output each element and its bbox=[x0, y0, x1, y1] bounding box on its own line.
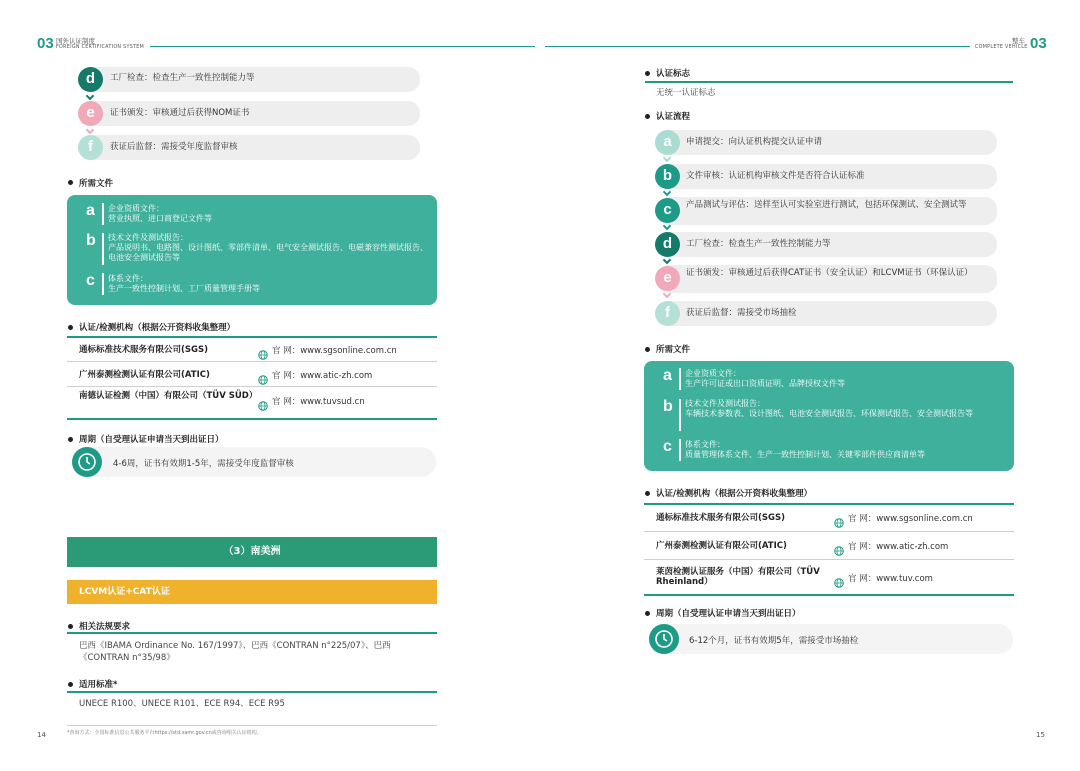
step-text: 工厂检查：检查生产一致性控制能力等 bbox=[686, 239, 831, 249]
right-period-title: 周期（自受理认证申请当天到出证日） bbox=[656, 609, 801, 619]
doc-item-body: 产品说明书、电路图、设计图纸、零部件清单、电气安全测试报告、电磁兼容性测试报告、电池安全测试报告等 bbox=[108, 243, 428, 262]
header-left-rule bbox=[150, 46, 535, 47]
org-website-link[interactable]: 官 网：www.sgsonline.com.cn bbox=[848, 514, 973, 524]
globe-icon bbox=[834, 513, 844, 523]
header-left-number: 03 bbox=[37, 35, 54, 52]
region-banner: （3）南美洲 bbox=[67, 537, 437, 567]
reg-title: 相关法规要求 bbox=[79, 622, 131, 632]
org-website-link[interactable]: 官 网：www.atic-zh.com bbox=[848, 542, 949, 552]
org-website-link[interactable]: 官 网：www.tuv.com bbox=[848, 574, 933, 584]
bullet-icon bbox=[68, 624, 73, 629]
globe-icon bbox=[258, 345, 268, 355]
step-text: 获证后监督：需接受年度监督审核 bbox=[110, 142, 238, 152]
bullet-icon bbox=[68, 437, 73, 442]
chevron-down-icon bbox=[663, 154, 671, 162]
clock-icon bbox=[649, 624, 679, 654]
step-letter-d: d bbox=[655, 232, 680, 257]
doc-item-body: 生产一致性控制计划、工厂质量管理手册等 bbox=[108, 284, 260, 293]
step-letter-a: a bbox=[655, 130, 680, 155]
bullet-icon bbox=[645, 491, 650, 496]
org-name: 通标标准技术服务有限公司(SGS) bbox=[656, 513, 785, 523]
doc-item-body: 车辆技术参数表、设计图纸、电池安全测试报告、环保测试报告、安全测试报告等 bbox=[685, 409, 973, 418]
header-right-en: COMPLETE VEHICLE bbox=[975, 45, 1028, 50]
globe-icon bbox=[834, 573, 844, 583]
doc-item-body: 营业执照、进口商登记文件等 bbox=[108, 214, 212, 223]
doc-item-title: 企业资质文件： bbox=[685, 369, 741, 378]
left-period-text: 4-6周，证书有效期1-5年，需接受年度监督审核 bbox=[113, 459, 294, 469]
left-orgs-title: 认证/检测机构（根据公开资料收集整理） bbox=[79, 323, 236, 333]
page-number-right: 15 bbox=[1036, 731, 1045, 739]
doc-letter: a bbox=[86, 202, 95, 219]
doc-letter: a bbox=[663, 367, 672, 384]
doc-letter: b bbox=[663, 398, 673, 415]
doc-letter: c bbox=[663, 438, 672, 455]
right-docs-box bbox=[644, 361, 1014, 471]
doc-item-title: 技术文件及测试报告： bbox=[685, 399, 765, 408]
doc-item-title: 体系文件： bbox=[108, 274, 148, 283]
cert-banner: LCVM认证+CAT认证 bbox=[67, 580, 437, 604]
org-website-link[interactable]: 官 网：www.tuvsud.cn bbox=[272, 397, 365, 407]
doc-item-title: 体系文件： bbox=[685, 440, 725, 449]
header-right-cn: 整车 bbox=[1012, 37, 1025, 45]
doc-item-title: 企业资质文件： bbox=[108, 204, 164, 213]
step-text: 文件审核：认证机构审核文件是否符合认证标准 bbox=[686, 171, 865, 181]
globe-icon bbox=[258, 370, 268, 380]
bullet-icon bbox=[645, 71, 650, 76]
page-number-left: 14 bbox=[37, 731, 46, 739]
bullet-icon bbox=[645, 611, 650, 616]
right-orgs-title: 认证/检测机构（根据公开资料收集整理） bbox=[656, 489, 813, 499]
step-letter-f: f bbox=[78, 135, 103, 160]
right-period-text: 6-12个月，证书有效期5年，需接受市场抽检 bbox=[689, 636, 859, 646]
right-docs-title: 所需文件 bbox=[656, 345, 691, 355]
bullet-icon bbox=[645, 347, 650, 352]
bullet-icon bbox=[68, 682, 73, 687]
doc-letter: c bbox=[86, 272, 95, 289]
org-name: 南德认证检测（中国）有限公司（TÜV SÜD） bbox=[79, 391, 258, 401]
std-title: 适用标准* bbox=[79, 680, 118, 690]
left-docs-title: 所需文件 bbox=[79, 179, 114, 189]
bullet-icon bbox=[645, 114, 650, 119]
clock-icon bbox=[72, 447, 102, 477]
org-name: 广州泰测检测认证有限公司(ATIC) bbox=[79, 370, 210, 380]
step-letter-c: c bbox=[655, 198, 680, 223]
org-name: 广州泰测检测认证有限公司(ATIC) bbox=[656, 541, 787, 551]
org-website-link[interactable]: 官 网：www.sgsonline.com.cn bbox=[272, 346, 397, 356]
reg-text: 巴西《IBAMA Ordinance No. 167/1997》、巴西《CONTRAN n°225/07》、巴西《CONTRAN n°35/98》 bbox=[79, 641, 391, 663]
header-left-cn: 国外认证制度 bbox=[56, 37, 95, 45]
header-right-number: 03 bbox=[1030, 35, 1047, 52]
doc-item-body: 生产许可证或出口资质证明、品牌授权文件等 bbox=[685, 379, 845, 388]
left-docs-box bbox=[67, 195, 437, 305]
org-website-link[interactable]: 官 网：www.atic-zh.com bbox=[272, 371, 373, 381]
doc-item-body: 质量管理体系文件、生产一致性控制计划、关键零部件供应商清单等 bbox=[685, 450, 925, 459]
step-text: 获证后监督：需接受市场抽检 bbox=[686, 308, 797, 318]
step-letter-b: b bbox=[655, 164, 680, 189]
chevron-down-icon bbox=[86, 126, 94, 134]
step-letter-e: e bbox=[655, 266, 680, 291]
chevron-down-icon bbox=[663, 256, 671, 264]
step-text: 证书颁发：审核通过后获得CAT证书（安全认证）和LCVM证书（环保认证） bbox=[686, 268, 973, 278]
org-name: 莱茵检测认证服务（中国）有限公司（TÜV Rheinland） bbox=[656, 567, 820, 587]
step-text: 工厂检查：检查生产一致性控制能力等 bbox=[110, 73, 255, 83]
doc-letter: b bbox=[86, 232, 96, 249]
globe-icon bbox=[834, 541, 844, 551]
chevron-down-icon bbox=[86, 92, 94, 100]
globe-icon bbox=[258, 396, 268, 406]
chevron-down-icon bbox=[663, 188, 671, 196]
doc-item-title: 技术文件及测试报告： bbox=[108, 233, 188, 242]
mark-title: 认证标志 bbox=[656, 69, 691, 79]
step-text: 申请提交：向认证机构提交认证申请 bbox=[686, 137, 823, 147]
step-letter-f: f bbox=[655, 301, 680, 326]
header-right-rule bbox=[545, 46, 970, 47]
step-text: 证书颁发：审核通过后获得NOM证书 bbox=[110, 108, 250, 118]
flow-title: 认证流程 bbox=[656, 112, 691, 122]
std-text: UNECE R100、UNECE R101、ECE R94、ECE R95 bbox=[79, 699, 285, 709]
bullet-icon bbox=[68, 180, 73, 185]
bullet-icon bbox=[68, 325, 73, 330]
header-left-en: FOREIGN CERTIFICATION SYSTEM bbox=[56, 45, 145, 50]
step-letter-e: e bbox=[78, 101, 103, 126]
footnote: *查询方式：全国标准信息公共服务平台https://std.samr.gov.cn或咨询相关认证机构。 bbox=[67, 730, 262, 736]
step-text: 产品测试与评估：送样至认可实验室进行测试，包括环保测试、安全测试等 bbox=[686, 200, 967, 210]
step-letter-d: d bbox=[78, 67, 103, 92]
org-name: 通标标准技术服务有限公司(SGS) bbox=[79, 345, 208, 355]
mark-text: 无统一认证标志 bbox=[656, 88, 716, 98]
left-period-title: 周期（自受理认证申请当天到出证日） bbox=[79, 435, 224, 445]
